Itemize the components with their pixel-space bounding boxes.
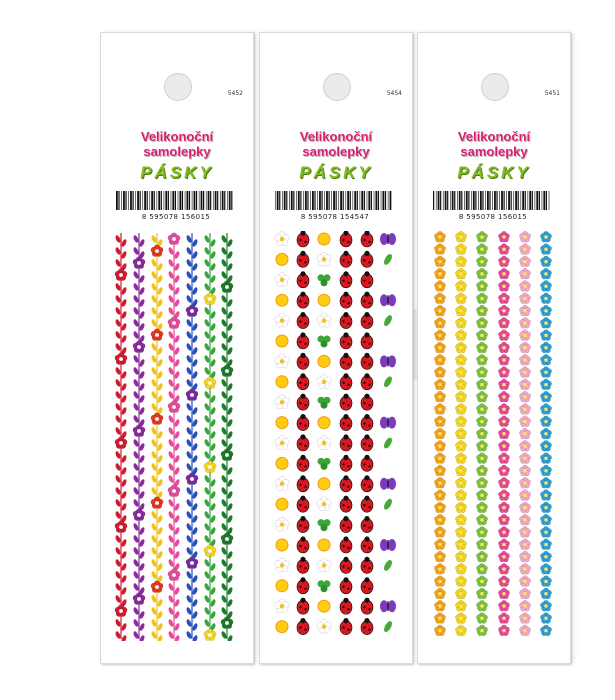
barcode bbox=[433, 191, 551, 210]
title-line-2: samolepky bbox=[460, 144, 528, 159]
title-line-1: Velikonoční bbox=[299, 129, 373, 144]
sticker-strip-flower-vines bbox=[111, 231, 243, 641]
package-subtitle: PÁSKY bbox=[457, 163, 531, 182]
title-line-2: samolepky bbox=[302, 144, 370, 159]
sticker-package-1 bbox=[100, 32, 254, 664]
product-code: 5451 bbox=[544, 90, 560, 97]
hang-hole bbox=[323, 73, 351, 101]
hang-hole bbox=[481, 73, 509, 101]
package-title bbox=[260, 129, 412, 159]
sticker-package-3 bbox=[417, 32, 571, 664]
barcode-number: 8 595078 156015 bbox=[458, 213, 528, 221]
barcode-number: 8 595078 154547 bbox=[300, 213, 370, 221]
sticker-strip-ladybugs bbox=[270, 231, 402, 641]
product-code: 5454 bbox=[386, 90, 402, 97]
sticker-package-2 bbox=[259, 32, 413, 664]
product-code: 5452 bbox=[227, 90, 243, 97]
package-title bbox=[101, 129, 253, 159]
title-line-2: samolepky bbox=[143, 144, 211, 159]
hang-hole bbox=[164, 73, 192, 101]
barcode bbox=[275, 191, 393, 210]
package-title bbox=[418, 129, 570, 159]
barcode-number: 8 595078 156015 bbox=[141, 213, 211, 221]
package-subtitle: PÁSKY bbox=[140, 163, 214, 182]
barcode bbox=[116, 191, 234, 210]
sticker-strip-small-flowers bbox=[428, 231, 560, 641]
title-line-1: Velikonoční bbox=[457, 129, 531, 144]
title-line-1: Velikonoční bbox=[140, 129, 214, 144]
package-subtitle: PÁSKY bbox=[299, 163, 373, 182]
